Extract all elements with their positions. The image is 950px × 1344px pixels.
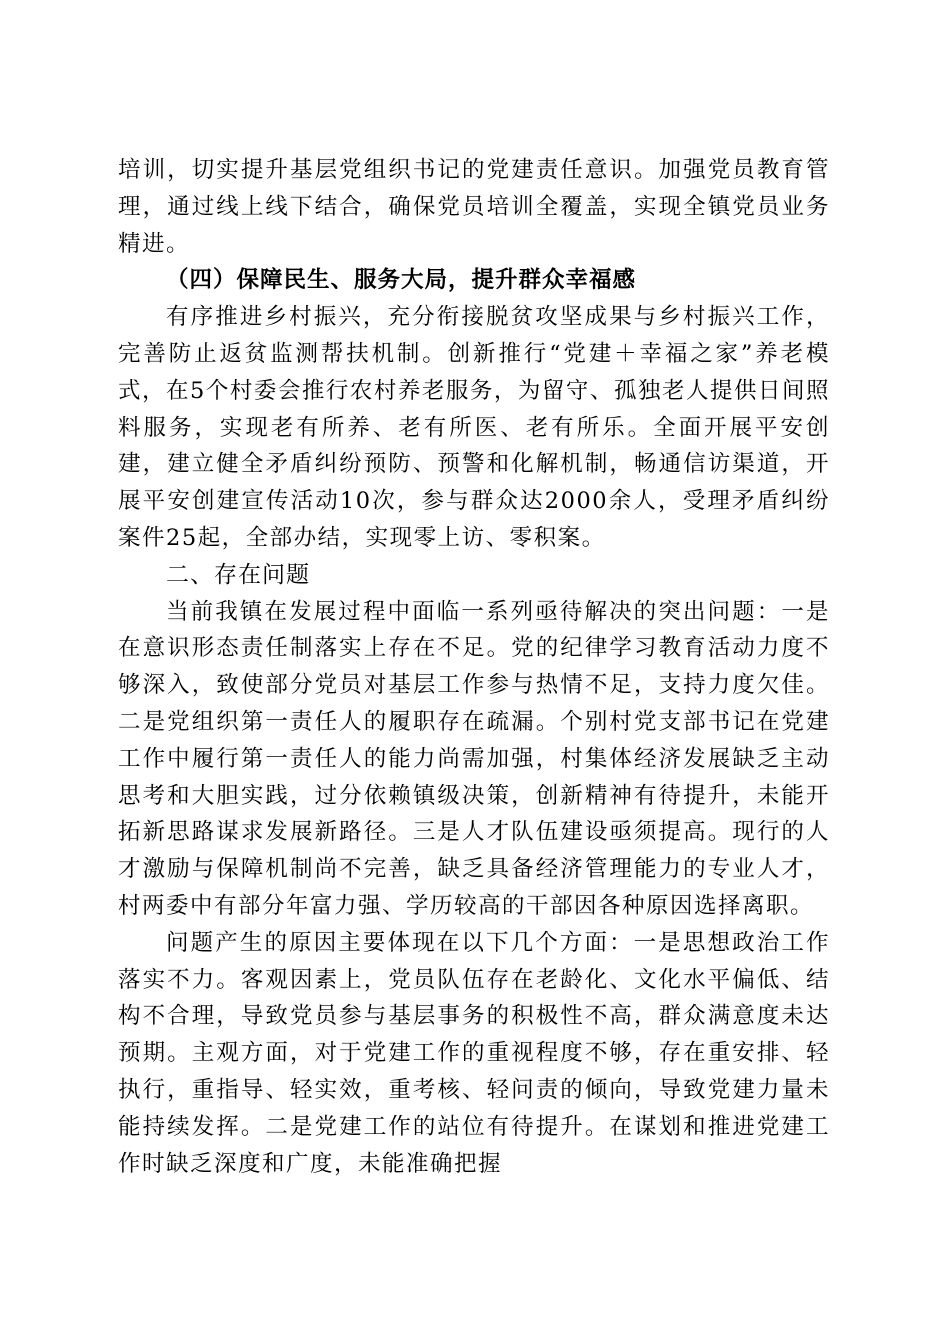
chapter-heading-problems: 二、存在问题 — [166, 561, 310, 588]
document-page — [118, 152, 830, 1182]
paragraph-existing-problems: 当前我镇在发展过程中面临一系列亟待解决的突出问题：一是在意识形态责任制落实上存在不足。党的纪律学习教育活动力度不够深入，致使部分党员对基层工作参与热情不足，支持力度欠佳。二是党组织第一责任人的履职存在疏漏。个别村党支部书记在党建工作中履行第一责任人的能力尚需加强，村集体经济发展缺乏主动思考和大胆实践，过分依赖镇级决策，创新精神有待提升，未能开拓新思路谋求发展新路径。三是人才队伍建设亟须提高。现行的人才激励与保障机制尚不完善，缺乏具备经济管理能力的专业人才，村两委中有部分年富力强、学历较高的干部因各种原因选择离职。 — [118, 598, 830, 919]
paragraph-party-training: 培训，切实提升基层党组织书记的党建责任意识。加强党员教育管理，通过线上线下结合，确保党员培训全覆盖，实现全镇党员业务精进。 — [118, 157, 830, 257]
paragraph-rural-revitalization: 有序推进乡村振兴，充分衔接脱贫攻坚成果与乡村振兴工作，完善防止返贫监测帮扶机制。创新推行“党建＋幸福之家”养老模式，在5个村委会推行农村养老服务，为留守、孤独老人提供日间照料服务，实现老有所养、老有所医、老有所乐。全面开展平安创建，建立健全矛盾纠纷预防、预警和化解机制，畅通信访渠道，开展平安创建宣传活动10次，参与群众达2000余人，受理矛盾纠纷案件25起，全部办结，实现零上访、零积案。 — [118, 304, 830, 551]
paragraph-problem-causes: 问题产生的原因主要体现在以下几个方面：一是思想政治工作落实不力。客观因素上，党员队伍存在老龄化、文化水平偏低、结构不合理，导致党员参与基层事务的积极性不高，群众满意度未达预期。主观方面，对于党建工作的重视程度不够，存在重安排、轻执行，重指导、轻实效，重考核、轻问责的倾向，导致党建力量未能持续发挥。二是党建工作的站位有待提升。在谋划和推进党建工作时缺乏深度和广度，未能准确把握 — [118, 929, 830, 1177]
section-heading-livelihood: （四）保障民生、服务大局，提升群众幸福感 — [166, 267, 637, 294]
